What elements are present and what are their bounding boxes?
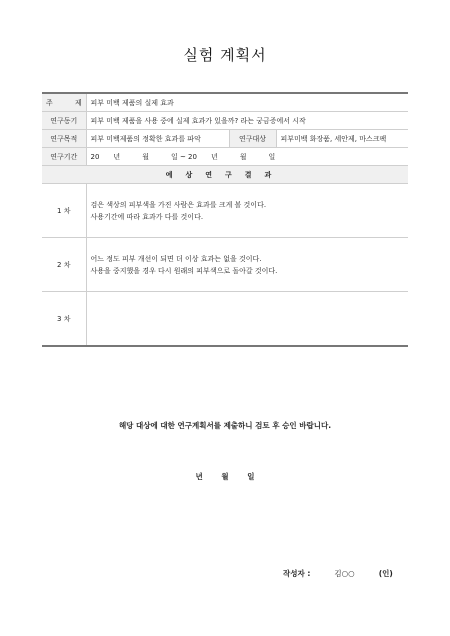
date-year-unit: 년 [195, 472, 203, 481]
period-end-day-unit: 일 [268, 152, 276, 161]
subject-row [42, 93, 408, 112]
result-label-1: 1 차 [42, 184, 86, 238]
submission-statement: 해당 대상에 대한 연구계획서를 제출하니 검토 후 승인 바랍니다. [118, 421, 332, 430]
period-label: 연구기간 [42, 148, 86, 166]
period-start-year: 20 [90, 152, 100, 161]
period-month-unit: 월 [142, 152, 149, 161]
period-row [42, 148, 408, 166]
author-label: 작성자 : [283, 569, 311, 578]
result-label-3: 3 차 [42, 292, 86, 347]
result-content-3 [86, 292, 408, 347]
period-end-month-unit: 월 [239, 152, 247, 161]
result-row-1 [42, 184, 408, 238]
target-value: 피부미백 화장품, 세안제, 마스크팩 [276, 130, 408, 148]
author-line [283, 568, 393, 579]
motive-row [42, 112, 408, 130]
result-row-2 [42, 238, 408, 292]
motive-value: 피부 미백 제품을 사용 중에 실제 효과가 있을까? 라는 궁금증에서 시작 [86, 112, 408, 130]
result-row-3 [42, 292, 408, 347]
purpose-label: 연구목적 [42, 130, 86, 148]
purpose-row [42, 130, 408, 148]
subject-value: 피부 미백 제품의 실제 효과 [86, 93, 408, 112]
purpose-value: 피부 미백제품의 정확한 효과를 파악 [86, 130, 229, 148]
plan-table [42, 92, 408, 347]
expected-results-header-row [42, 166, 408, 184]
result-2-line-1: 어느 정도 피부 개선이 되면 더 이상 효과는 없을 것이다. [90, 254, 262, 263]
result-label-2: 2 차 [42, 238, 86, 292]
result-content-1 [86, 184, 408, 238]
result-1-line-1: 검은 색상의 피부색을 가진 사람은 효과를 크게 볼 것이다. [90, 200, 267, 209]
period-end-year-unit: 년 [210, 152, 218, 161]
result-2-line-2: 사용을 중지했을 경우 다시 원래의 피부색으로 돌아갈 것이다. [90, 266, 278, 275]
period-range: 일 ~ 20 [170, 152, 197, 161]
period-value [86, 148, 408, 166]
date-day-unit: 일 [247, 472, 255, 481]
date-month-unit: 월 [221, 472, 229, 481]
result-1-line-2: 사용기간에 따라 효과가 다를 것이다. [90, 212, 204, 221]
submission-date [0, 471, 450, 482]
target-label: 연구대상 [229, 130, 276, 148]
author-seal: (인) [378, 569, 393, 578]
result-content-2 [86, 238, 408, 292]
motive-label: 연구동기 [42, 112, 86, 130]
expected-results-header: 예상연구결과 [42, 166, 408, 184]
period-year-unit: 년 [113, 152, 121, 161]
subject-label: 주 제 [42, 93, 86, 112]
document-title: 실험 계획서 [183, 46, 267, 64]
author-name: 김○○ [334, 569, 355, 578]
